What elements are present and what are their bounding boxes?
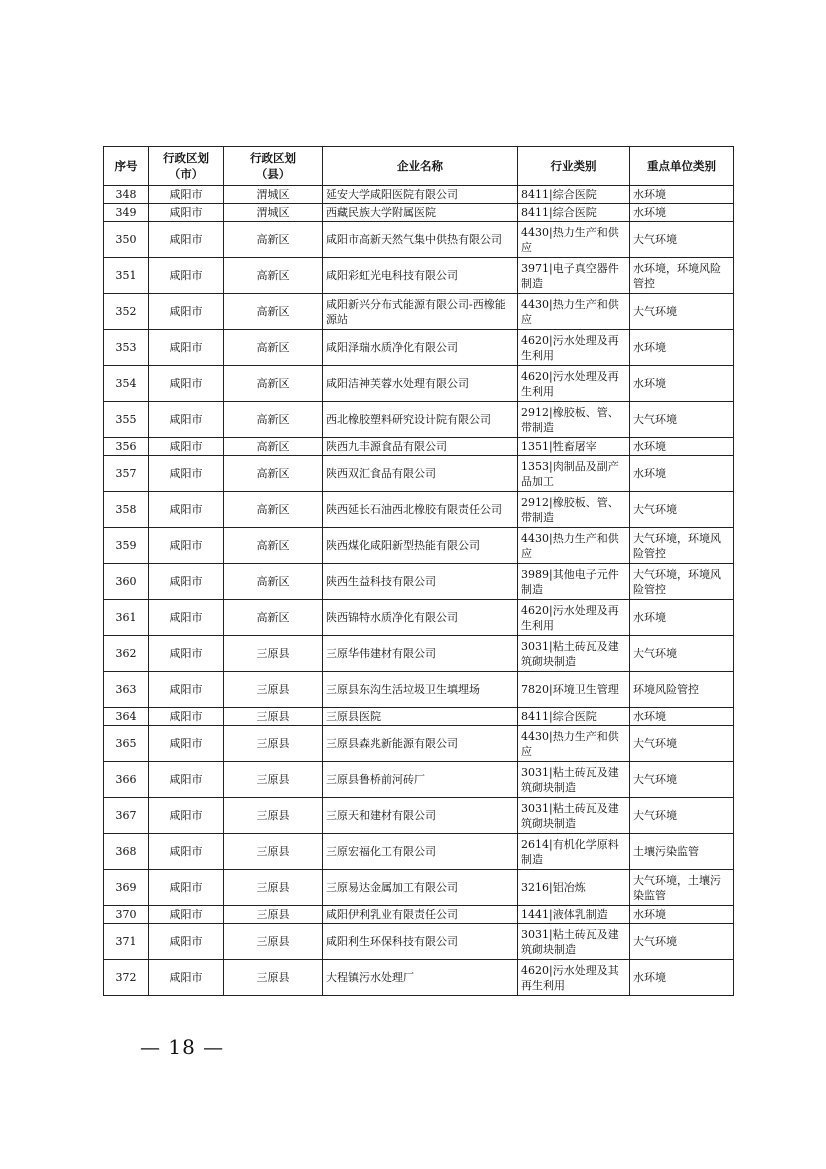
cell-county: 三原县	[224, 636, 323, 672]
cell-county: 三原县	[224, 834, 323, 870]
cell-city: 咸阳市	[149, 492, 224, 528]
cell-city: 咸阳市	[149, 960, 224, 996]
cell-industry-category: 4430|热力生产和供应	[518, 726, 630, 762]
cell-enterprise-name: 三原易达金属加工有限公司	[323, 870, 518, 906]
cell-enterprise-name: 咸阳利生环保科技有限公司	[323, 924, 518, 960]
cell-key-unit-category: 水环境	[630, 600, 734, 636]
table-row	[104, 960, 734, 996]
cell-index: 364	[104, 708, 149, 726]
cell-key-unit-category: 大气环境	[630, 924, 734, 960]
cell-county: 三原县	[224, 708, 323, 726]
cell-city: 咸阳市	[149, 906, 224, 924]
cell-enterprise-name: 三原县森兆新能源有限公司	[323, 726, 518, 762]
cell-enterprise-name: 西北橡胶塑料研究设计院有限公司	[323, 402, 518, 438]
cell-key-unit-category: 大气环境	[630, 726, 734, 762]
table-row	[104, 798, 734, 834]
cell-index: 365	[104, 726, 149, 762]
cell-index: 355	[104, 402, 149, 438]
cell-industry-category: 4620|污水处理及再生利用	[518, 366, 630, 402]
cell-city: 咸阳市	[149, 798, 224, 834]
cell-county: 三原县	[224, 870, 323, 906]
cell-county: 高新区	[224, 366, 323, 402]
cell-county: 高新区	[224, 528, 323, 564]
cell-enterprise-name: 三原县东沟生活垃圾卫生填埋场	[323, 672, 518, 708]
cell-industry-category: 3989|其他电子元件制造	[518, 564, 630, 600]
cell-enterprise-name: 咸阳彩虹光电科技有限公司	[323, 258, 518, 294]
cell-enterprise-name: 陕西延长石油西北橡胶有限责任公司	[323, 492, 518, 528]
table-row	[104, 366, 734, 402]
cell-industry-category: 4620|污水处理及其再生利用	[518, 960, 630, 996]
cell-county: 三原县	[224, 906, 323, 924]
cell-enterprise-name: 咸阳新兴分布式能源有限公司-西橡能源站	[323, 294, 518, 330]
table-header-row	[104, 147, 734, 186]
cell-city: 咸阳市	[149, 258, 224, 294]
cell-key-unit-category: 大气环境	[630, 402, 734, 438]
cell-index: 368	[104, 834, 149, 870]
cell-industry-category: 3031|粘土砖瓦及建筑砌块制造	[518, 762, 630, 798]
cell-city: 咸阳市	[149, 726, 224, 762]
cell-enterprise-name: 西藏民族大学附属医院	[323, 204, 518, 222]
cell-key-unit-category: 水环境	[630, 204, 734, 222]
cell-county: 高新区	[224, 564, 323, 600]
cell-index: 358	[104, 492, 149, 528]
cell-key-unit-category: 大气环境，土壤污染监管	[630, 870, 734, 906]
cell-city: 咸阳市	[149, 636, 224, 672]
cell-city: 咸阳市	[149, 672, 224, 708]
cell-industry-category: 2614|有机化学原料制造	[518, 834, 630, 870]
cell-index: 349	[104, 204, 149, 222]
cell-industry-category: 3031|粘土砖瓦及建筑砌块制造	[518, 924, 630, 960]
cell-key-unit-category: 大气环境	[630, 636, 734, 672]
cell-index: 366	[104, 762, 149, 798]
cell-enterprise-name: 延安大学咸阳医院有限公司	[323, 186, 518, 204]
cell-enterprise-name: 咸阳市高新天然气集中供热有限公司	[323, 222, 518, 258]
cell-key-unit-category: 大气环境	[630, 222, 734, 258]
cell-index: 372	[104, 960, 149, 996]
cell-index: 363	[104, 672, 149, 708]
cell-county: 高新区	[224, 222, 323, 258]
enterprise-table	[103, 146, 734, 996]
cell-enterprise-name: 三原华伟建材有限公司	[323, 636, 518, 672]
cell-industry-category: 3031|粘土砖瓦及建筑砌块制造	[518, 798, 630, 834]
cell-county: 高新区	[224, 456, 323, 492]
cell-enterprise-name: 三原天和建材有限公司	[323, 798, 518, 834]
cell-industry-category: 3031|粘土砖瓦及建筑砌块制造	[518, 636, 630, 672]
cell-city: 咸阳市	[149, 204, 224, 222]
cell-city: 咸阳市	[149, 222, 224, 258]
cell-city: 咸阳市	[149, 870, 224, 906]
table-row	[104, 906, 734, 924]
table-body	[104, 186, 734, 996]
cell-industry-category: 4620|污水处理及再生利用	[518, 600, 630, 636]
cell-industry-category: 3216|铝冶炼	[518, 870, 630, 906]
table-row	[104, 924, 734, 960]
cell-city: 咸阳市	[149, 708, 224, 726]
cell-county: 三原县	[224, 762, 323, 798]
table-row	[104, 330, 734, 366]
cell-index: 357	[104, 456, 149, 492]
cell-industry-category: 7820|环境卫生管理	[518, 672, 630, 708]
cell-key-unit-category: 水环境	[630, 708, 734, 726]
cell-index: 351	[104, 258, 149, 294]
table-row	[104, 528, 734, 564]
cell-index: 354	[104, 366, 149, 402]
header-industry-category: 行业类别	[518, 147, 630, 186]
cell-index: 359	[104, 528, 149, 564]
table-row	[104, 204, 734, 222]
cell-industry-category: 4430|热力生产和供应	[518, 222, 630, 258]
cell-enterprise-name: 三原县鲁桥前河砖厂	[323, 762, 518, 798]
cell-index: 353	[104, 330, 149, 366]
table-row	[104, 438, 734, 456]
cell-city: 咸阳市	[149, 366, 224, 402]
cell-county: 高新区	[224, 330, 323, 366]
cell-city: 咸阳市	[149, 294, 224, 330]
cell-index: 367	[104, 798, 149, 834]
cell-city: 咸阳市	[149, 438, 224, 456]
cell-city: 咸阳市	[149, 402, 224, 438]
cell-index: 369	[104, 870, 149, 906]
table-row	[104, 726, 734, 762]
cell-enterprise-name: 陕西九丰源食品有限公司	[323, 438, 518, 456]
cell-enterprise-name: 三原宏福化工有限公司	[323, 834, 518, 870]
cell-county: 高新区	[224, 600, 323, 636]
cell-industry-category: 2912|橡胶板、管、带制造	[518, 402, 630, 438]
page-number: — 18 —	[140, 1035, 225, 1059]
cell-index: 348	[104, 186, 149, 204]
cell-city: 咸阳市	[149, 564, 224, 600]
cell-industry-category: 8411|综合医院	[518, 186, 630, 204]
cell-industry-category: 4430|热力生产和供应	[518, 528, 630, 564]
table-row	[104, 672, 734, 708]
cell-city: 咸阳市	[149, 600, 224, 636]
cell-county: 三原县	[224, 798, 323, 834]
cell-index: 350	[104, 222, 149, 258]
table-row	[104, 600, 734, 636]
table-row	[104, 186, 734, 204]
cell-county: 高新区	[224, 438, 323, 456]
cell-enterprise-name: 咸阳伊利乳业有限责任公司	[323, 906, 518, 924]
cell-key-unit-category: 水环境	[630, 330, 734, 366]
table-row	[104, 492, 734, 528]
cell-key-unit-category: 土壤污染监管	[630, 834, 734, 870]
cell-county: 高新区	[224, 258, 323, 294]
cell-enterprise-name: 陕西生益科技有限公司	[323, 564, 518, 600]
table-row	[104, 762, 734, 798]
cell-key-unit-category: 水环境，环境风险管控	[630, 258, 734, 294]
cell-key-unit-category: 水环境	[630, 366, 734, 402]
cell-county: 三原县	[224, 726, 323, 762]
cell-key-unit-category: 大气环境，环境风险管控	[630, 528, 734, 564]
cell-index: 361	[104, 600, 149, 636]
cell-key-unit-category: 水环境	[630, 906, 734, 924]
cell-county: 渭城区	[224, 186, 323, 204]
cell-index: 371	[104, 924, 149, 960]
cell-key-unit-category: 水环境	[630, 456, 734, 492]
cell-enterprise-name: 咸阳洁神芙蓉水处理有限公司	[323, 366, 518, 402]
cell-index: 362	[104, 636, 149, 672]
cell-index: 356	[104, 438, 149, 456]
header-key-unit-category: 重点单位类别	[630, 147, 734, 186]
cell-city: 咸阳市	[149, 762, 224, 798]
header-county: 行政区划 （县）	[224, 147, 323, 186]
cell-county: 高新区	[224, 492, 323, 528]
cell-key-unit-category: 环境风险管控	[630, 672, 734, 708]
header-enterprise-name: 企业名称	[323, 147, 518, 186]
cell-key-unit-category: 水环境	[630, 960, 734, 996]
cell-index: 370	[104, 906, 149, 924]
cell-city: 咸阳市	[149, 456, 224, 492]
cell-industry-category: 1353|肉制品及副产品加工	[518, 456, 630, 492]
cell-key-unit-category: 大气环境	[630, 492, 734, 528]
table-row	[104, 870, 734, 906]
cell-index: 360	[104, 564, 149, 600]
cell-enterprise-name: 三原县医院	[323, 708, 518, 726]
cell-industry-category: 4620|污水处理及再生利用	[518, 330, 630, 366]
cell-key-unit-category: 水环境	[630, 186, 734, 204]
cell-county: 三原县	[224, 960, 323, 996]
cell-key-unit-category: 大气环境	[630, 798, 734, 834]
cell-county: 渭城区	[224, 204, 323, 222]
cell-enterprise-name: 大程镇污水处理厂	[323, 960, 518, 996]
cell-enterprise-name: 咸阳泽瑞水质净化有限公司	[323, 330, 518, 366]
cell-enterprise-name: 陕西双汇食品有限公司	[323, 456, 518, 492]
table-row	[104, 294, 734, 330]
header-city: 行政区划 （市）	[149, 147, 224, 186]
cell-industry-category: 8411|综合医院	[518, 204, 630, 222]
cell-enterprise-name: 陕西锦特水质净化有限公司	[323, 600, 518, 636]
cell-industry-category: 1441|液体乳制造	[518, 906, 630, 924]
cell-industry-category: 8411|综合医院	[518, 708, 630, 726]
cell-city: 咸阳市	[149, 924, 224, 960]
table-row	[104, 564, 734, 600]
table-row	[104, 708, 734, 726]
cell-key-unit-category: 大气环境	[630, 762, 734, 798]
cell-index: 352	[104, 294, 149, 330]
cell-industry-category: 2912|橡胶板、管、带制造	[518, 492, 630, 528]
cell-industry-category: 3971|电子真空器件制造	[518, 258, 630, 294]
header-index: 序号	[104, 147, 149, 186]
cell-city: 咸阳市	[149, 186, 224, 204]
cell-county: 高新区	[224, 402, 323, 438]
cell-city: 咸阳市	[149, 834, 224, 870]
cell-city: 咸阳市	[149, 528, 224, 564]
cell-key-unit-category: 水环境	[630, 438, 734, 456]
cell-industry-category: 1351|牲畜屠宰	[518, 438, 630, 456]
table-row	[104, 456, 734, 492]
table-row	[104, 834, 734, 870]
cell-key-unit-category: 大气环境	[630, 294, 734, 330]
cell-city: 咸阳市	[149, 330, 224, 366]
cell-county: 高新区	[224, 294, 323, 330]
table-row	[104, 258, 734, 294]
cell-industry-category: 4430|热力生产和供应	[518, 294, 630, 330]
table-row	[104, 222, 734, 258]
table-row	[104, 402, 734, 438]
cell-county: 三原县	[224, 672, 323, 708]
cell-key-unit-category: 大气环境，环境风险管控	[630, 564, 734, 600]
cell-county: 三原县	[224, 924, 323, 960]
table-row	[104, 636, 734, 672]
cell-enterprise-name: 陕西煤化咸阳新型热能有限公司	[323, 528, 518, 564]
